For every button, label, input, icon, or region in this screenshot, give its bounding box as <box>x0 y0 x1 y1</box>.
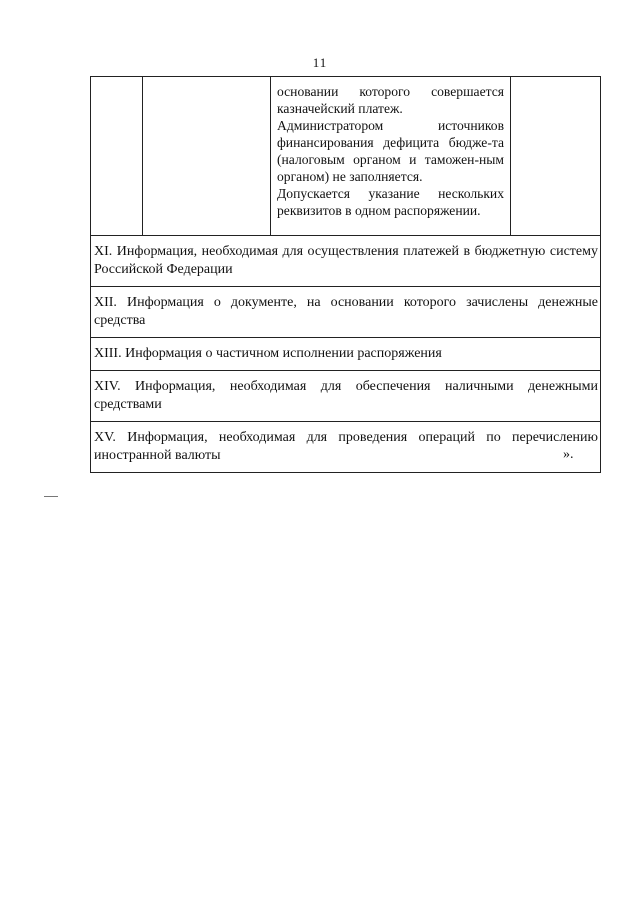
section-heading-xii: XII. Информация о документе, на основании которого зачислены денежные средства <box>91 287 601 338</box>
margin-mark <box>44 496 58 497</box>
section-row <box>91 422 601 473</box>
description-paragraph: Допускается указание нескольких реквизитов в одном распоряжении. <box>277 186 504 218</box>
section-heading-xiv: XIV. Информация, необходимая для обеспечения наличными денежными средствами <box>91 371 601 422</box>
section-row <box>91 287 601 338</box>
cell-number <box>91 77 143 236</box>
table-row-continuation <box>91 77 601 236</box>
closing-quote: ». <box>563 447 574 462</box>
cell-notes <box>511 77 601 236</box>
section-row <box>91 338 601 371</box>
section-row <box>91 371 601 422</box>
cell-requisite-name <box>143 77 271 236</box>
cell-description <box>271 77 511 236</box>
section-row <box>91 236 601 287</box>
section-heading-xiii: XIII. Информация о частичном исполнении распоряжения <box>91 338 601 371</box>
requisites-table <box>90 76 601 473</box>
page-number: 11 <box>312 55 328 70</box>
section-heading-xv: XV. Информация, необходимая для проведения операций по перечислению иностранной валюты <box>91 422 601 473</box>
description-paragraph: Администратором источников финансирования дефицита бюдже-та (налоговым органом и таможен-ным органом) не заполняется. <box>277 118 504 184</box>
description-paragraph: основании которого совершается казначейский платеж. <box>277 84 504 116</box>
section-heading-xi: XI. Информация, необходимая для осуществления платежей в бюджетную систему Российской Федерации <box>91 236 601 287</box>
